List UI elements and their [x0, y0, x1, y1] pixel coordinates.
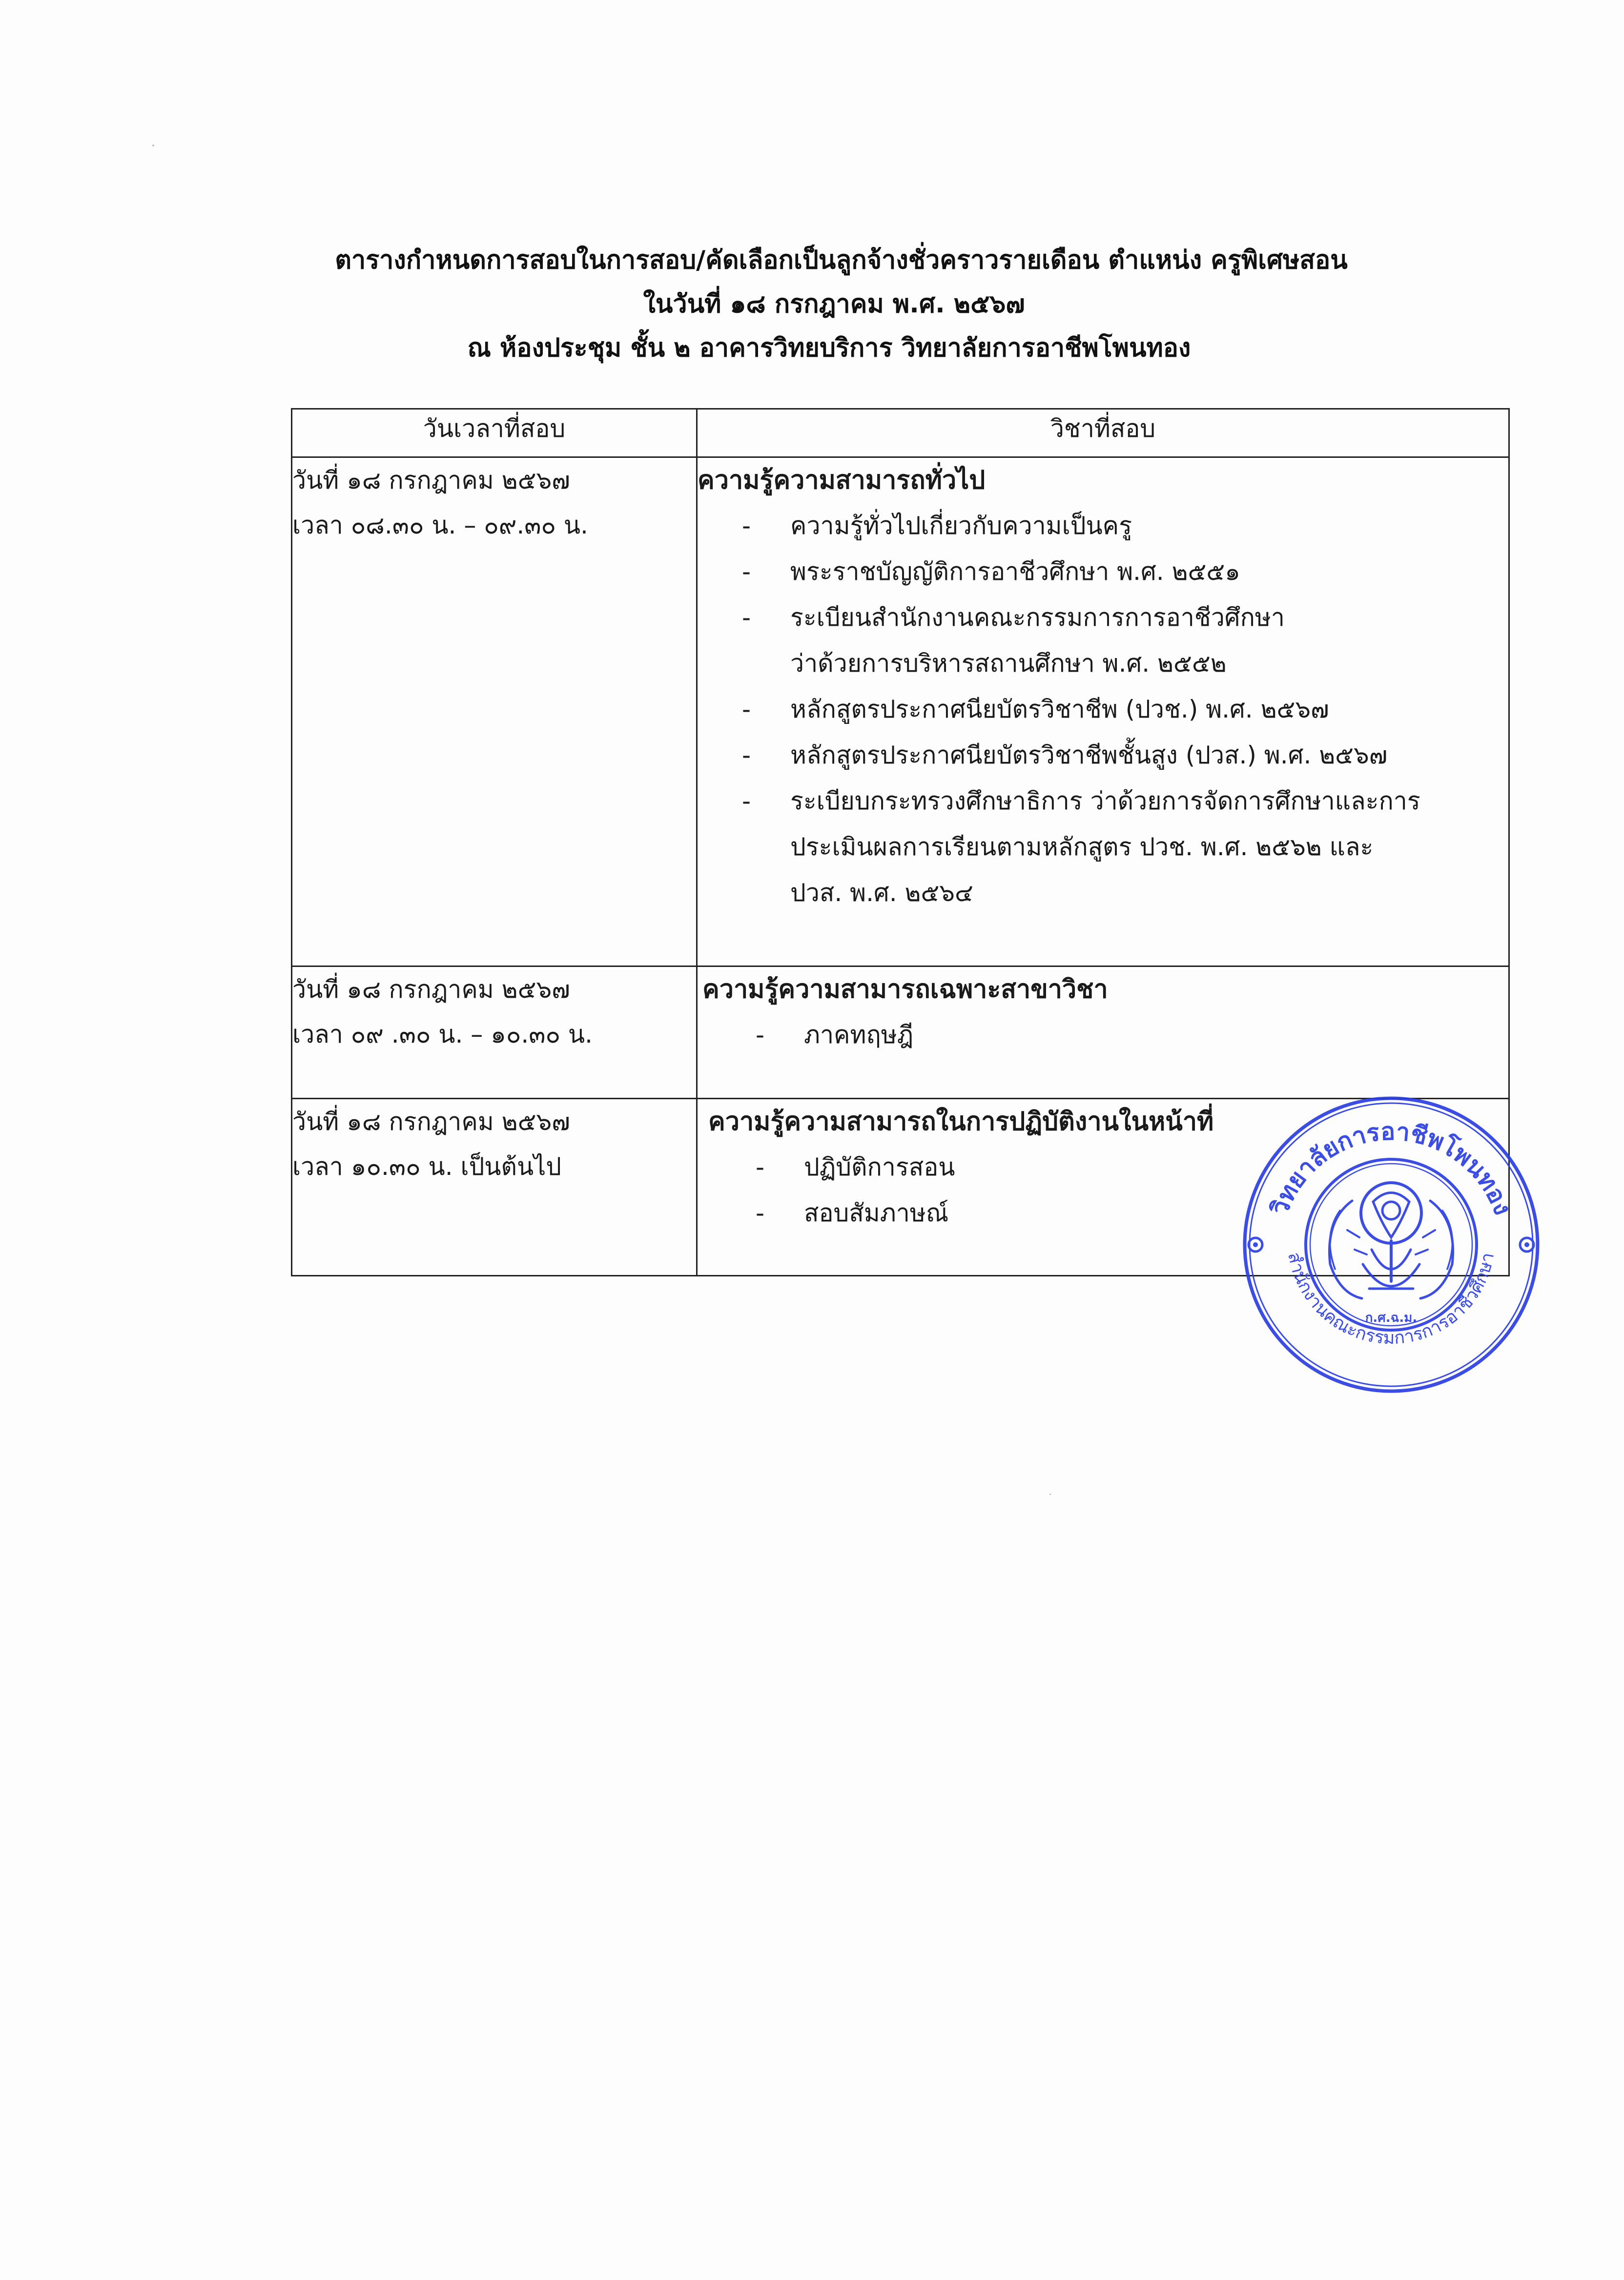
exam-time: เวลา ๐๙ .๓๐ น. – ๑๐.๓๐ น. — [292, 1020, 593, 1048]
list-item — [698, 686, 1508, 732]
topic-text: ภาคทฤษฎี — [804, 1021, 914, 1049]
datetime-cell — [292, 966, 697, 1099]
dash-bullet: - — [741, 741, 751, 769]
dash-bullet: - — [741, 557, 751, 586]
dash-bullet: - — [755, 1021, 765, 1049]
official-seal-stamp — [1235, 1089, 1547, 1401]
dash-bullet: - — [741, 512, 751, 540]
exam-time: เวลา ๐๘.๓๐ น. – ๐๙.๓๐ น. — [292, 511, 588, 539]
svg-text:วิทยาลัยการอาชีพโพนทอง — [1265, 1117, 1518, 1219]
topic-text: สอบสัมภาษณ์ — [804, 1199, 949, 1227]
topic-text: หลักสูตรประกาศนียบัตรวิชาชีพ (ปวช.) พ.ศ. ๒๕๖๗ — [790, 695, 1329, 723]
header-venue: ณ ห้องประชุม ชั้น ๒ อาคารวิทยบริการ วิทยาลัยการอาชีพโพนทอง — [467, 333, 1191, 363]
topic-text: หลักสูตรประกาศนียบัตรวิชาชีพชั้นสูง (ปวส.) พ.ศ. ๒๕๖๗ — [790, 741, 1388, 769]
list-item — [698, 732, 1508, 778]
stamp-top-text: วิทยาลัยการอาชีพโพนทอง — [1265, 1117, 1518, 1219]
dash-bullet: - — [741, 787, 751, 815]
subject-cell — [697, 966, 1509, 1099]
exam-date: วันที่ ๑๘ กรกฎาคม ๒๕๖๗ — [292, 975, 570, 1004]
dash-bullet: - — [755, 1153, 765, 1181]
dash-bullet: - — [741, 603, 751, 632]
document-header — [0, 238, 1624, 370]
list-item — [698, 503, 1508, 549]
topic-text-continuation: ปวส. พ.ศ. ๒๕๖๔ — [790, 879, 973, 907]
header-date: ในวันที่ ๑๘ กรกฎาคม พ.ศ. ๒๕๖๗ — [643, 289, 1025, 319]
subject-cell — [697, 457, 1509, 966]
topic-text: ปฏิบัติการสอน — [804, 1153, 955, 1181]
exam-date: วันที่ ๑๘ กรกฎาคม ๒๕๖๗ — [292, 466, 570, 494]
exam-date: วันที่ ๑๘ กรกฎาคม ๒๕๖๗ — [292, 1108, 570, 1136]
topic-text: ระเบียบกระทรวงศึกษาธิการ ว่าด้วยการจัดการศึกษาและการ — [790, 787, 1420, 815]
table-row — [292, 457, 1509, 966]
column-header-subject: วิชาที่สอบ — [697, 409, 1509, 457]
subject-title: ความรู้ความสามารถในการปฏิบัติงานในหน้าที่ — [708, 1107, 1214, 1136]
datetime-cell — [292, 457, 697, 966]
topic-text: ระเบียนสำนักงานคณะกรรมการการอาชีวศึกษา — [790, 603, 1285, 632]
topic-text-continuation: ว่าด้วยการบริหารสถานศึกษา พ.ศ. ๒๕๕๒ — [790, 649, 1227, 678]
stamp-bottom-text: สำนักงานคณะกรรมการการอาชีวศึกษา — [1284, 1250, 1499, 1349]
topic-text: พระราชบัญญัติการอาชีวศึกษา พ.ศ. ๒๕๕๑ — [790, 557, 1240, 586]
list-item — [702, 1012, 1508, 1058]
list-item — [698, 778, 1508, 916]
list-item — [698, 549, 1508, 595]
stamp-center-text: ก.ศ.ฉ.ม. — [1365, 1311, 1418, 1325]
table-row — [292, 966, 1509, 1099]
dash-bullet: - — [741, 695, 751, 723]
topic-text-continuation: ประเมินผลการเรียนตามหลักสูตร ปวช. พ.ศ. ๒๕๖๒ และ — [790, 833, 1374, 861]
column-header-datetime: วันเวลาที่สอบ — [292, 409, 697, 457]
header-title: ตารางกำหนดการสอบในการสอบ/คัดเลือกเป็นลูกจ้างชั่วคราวรายเดือน ตำแหน่ง ครูพิเศษสอน — [335, 246, 1348, 275]
list-item — [698, 595, 1508, 686]
datetime-cell — [292, 1099, 697, 1276]
scan-speck — [152, 144, 154, 146]
dash-bullet: - — [755, 1199, 765, 1227]
scan-speck — [1049, 1494, 1051, 1495]
subject-title: ความรู้ความสามารถทั่วไป — [698, 466, 986, 495]
exam-time: เวลา ๑๐.๓๐ น. เป็นต้นไป — [292, 1152, 562, 1181]
topic-text: ความรู้ทั่วไปเกี่ยวกับความเป็นครู — [790, 512, 1132, 540]
subject-title: ความรู้ความสามารถเฉพาะสาขาวิชา — [702, 975, 1108, 1004]
